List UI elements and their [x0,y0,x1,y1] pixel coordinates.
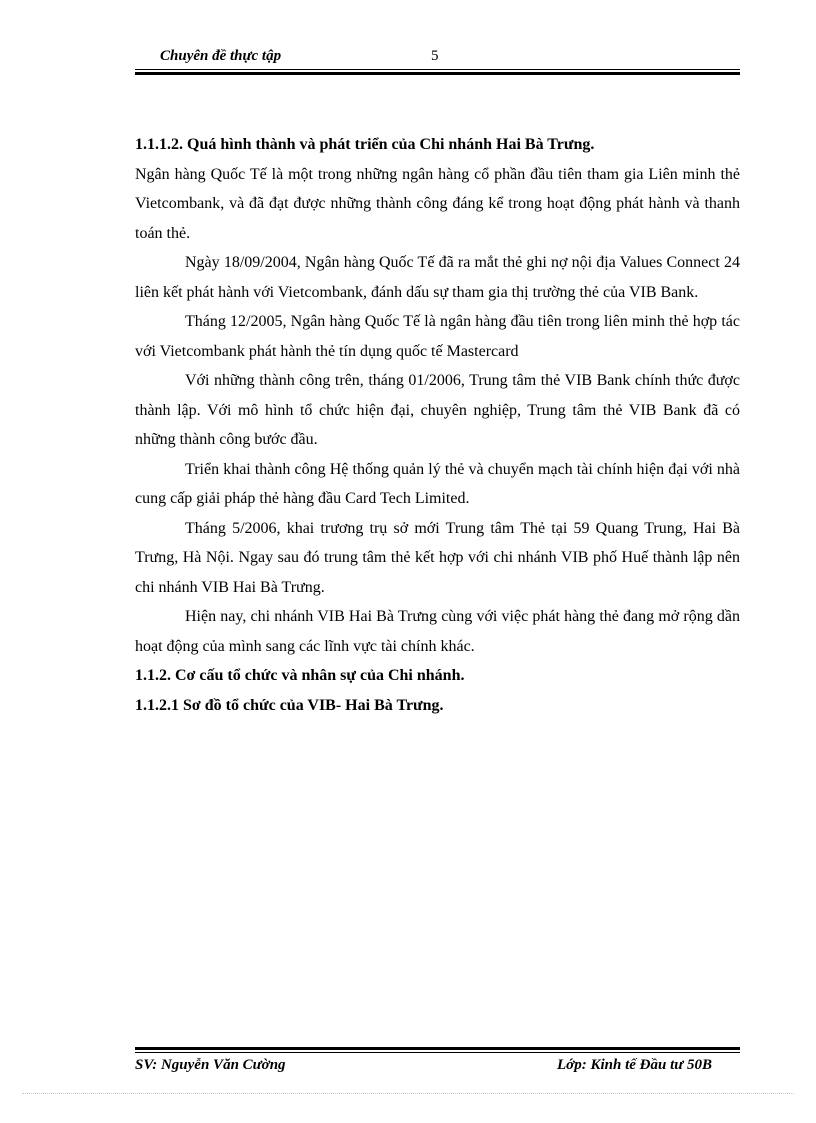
header-title: Chuyên đề thực tập [160,48,282,64]
header-rule-thin [135,69,740,70]
page-footer [135,1057,740,1079]
section-heading-org-chart: 1.1.2.1 Sơ đồ tổ chức của VIB- Hai Bà Trưng. [135,696,444,714]
paragraph: Hiện nay, chi nhánh VIB Hai Bà Trưng cùng với việc phát hàng thẻ đang mở rộng dần hoạt động của mình sang các lĩnh vực tài chính khác. [135,608,740,655]
page-header [135,48,740,70]
section-heading-structure: 1.1.2. Cơ cấu tổ chức và nhân sự của Chi nhánh. [135,667,465,684]
document-body [135,130,740,720]
section-heading-history: 1.1.1.2. Quá hình thành và phát triển của Chi nhánh Hai Bà Trưng. [135,136,595,153]
paragraph: Với những thành công trên, tháng 01/2006, Trung tâm thẻ VIB Bank chính thức được thành lập. Với mô hình tổ chức hiện đại, chuyên nghiệp, Trung tâm thẻ VIB Bank đã có những thành công bước đầu. [135,372,740,448]
paragraph: Ngày 18/09/2004, Ngân hàng Quốc Tế đã ra mắt thẻ ghi nợ nội địa Values Connect 24 liên kết phát hành với Vietcombank, đánh dấu sự tham gia thị trường thẻ của VIB Bank. [135,254,740,301]
page-edge-dotted-line [22,1093,794,1094]
paragraph: Tháng 12/2005, Ngân hàng Quốc Tế là ngân hàng đầu tiên trong liên minh thẻ hợp tác với Vietcombank phát hành thẻ tín dụng quốc tế Mastercard [135,313,740,360]
footer-rule-thick [135,1047,740,1050]
page-number: 5 [431,48,439,64]
footer-class: Lớp: Kinh tế Đầu tư 50B [557,1057,712,1073]
paragraph: Triển khai thành công Hệ thống quản lý thẻ và chuyển mạch tài chính hiện đại với nhà cung cấp giải pháp thẻ hàng đầu Card Tech Limited. [135,460,740,507]
footer-student: SV: Nguyễn Văn Cường [135,1057,286,1073]
paragraph: Tháng 5/2006, khai trương trụ sở mới Trung tâm Thẻ tại 59 Quang Trung, Hai Bà Trưng, Hà Nội. Ngay sau đó trung tâm thẻ kết hợp với chi nhánh VIB phố Huế thành lập nên chi nhánh VIB Hai Bà Trưng. [135,519,740,596]
footer-rule-thin [135,1052,740,1053]
header-rule-thick [135,72,740,75]
paragraph: Ngân hàng Quốc Tế là một trong những ngân hàng cổ phần đầu tiên tham gia Liên minh thẻ Vietcombank, và đã đạt được những thành công đáng kể trong hoạt động phát hành và thanh toán thẻ. [135,165,740,242]
